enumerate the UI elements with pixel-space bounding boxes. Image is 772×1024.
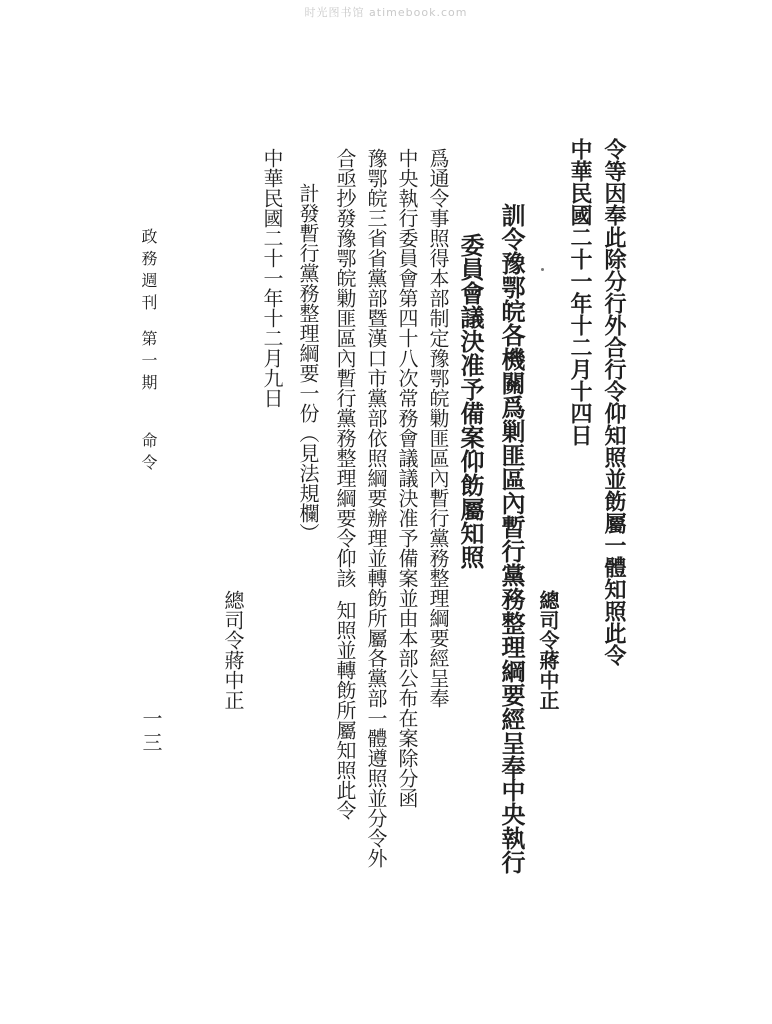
page-number: 一三 (139, 708, 163, 756)
watermark: 时光图书馆 atimebook.com (304, 6, 468, 19)
signature-1: 總司令蔣中正 (536, 590, 560, 710)
signature-2: 總司令蔣中正 (221, 590, 245, 710)
date-column-2: 中華民國二十一年十二月九日 (260, 148, 284, 408)
text-column-7: 豫鄂皖三省省黨部暨漢口市黨部依照綱要辦理並轉飭所屬各黨部一體遵照並分令外 (364, 148, 388, 868)
order-title-line-2: 委員會議決准予備案仰飭屬知照 (456, 233, 485, 569)
publication-title: 政務週刊 (139, 228, 158, 316)
text-column-8: 合亟抄發豫鄂皖勦匪區內暫行黨務整理綱要令仰該 (333, 148, 357, 588)
text-column-1: 令等因奉此除分行外合行令仰知照並飭屬一體知照此令 (601, 138, 627, 666)
date-column-1: 中華民國二十一年十二月十四日 (567, 138, 593, 446)
order-title-line-1: 訓令豫鄂皖各機關爲剿匪區內暫行黨務整理綱要經呈奉 (497, 203, 526, 779)
attachment-note: 計發暫行黨務整理綱要一份（見法規欄） (296, 183, 320, 543)
text-column-8-tail: 知照並轉飭所屬知照此令 (333, 600, 357, 820)
print-speck (541, 268, 544, 271)
order-title-tail: 中央執行 (497, 778, 526, 874)
section-name: 命令 (139, 432, 158, 476)
text-column-5: 爲通令事照得本部制定豫鄂皖勦匪區內暫行黨務整理綱要經呈奉 (426, 148, 450, 708)
issue-number: 第一期 (139, 330, 158, 396)
text-column-6: 中央執行委員會第四十八次常務會議議決准予備案並由本部公布在案除分函 (395, 148, 419, 808)
